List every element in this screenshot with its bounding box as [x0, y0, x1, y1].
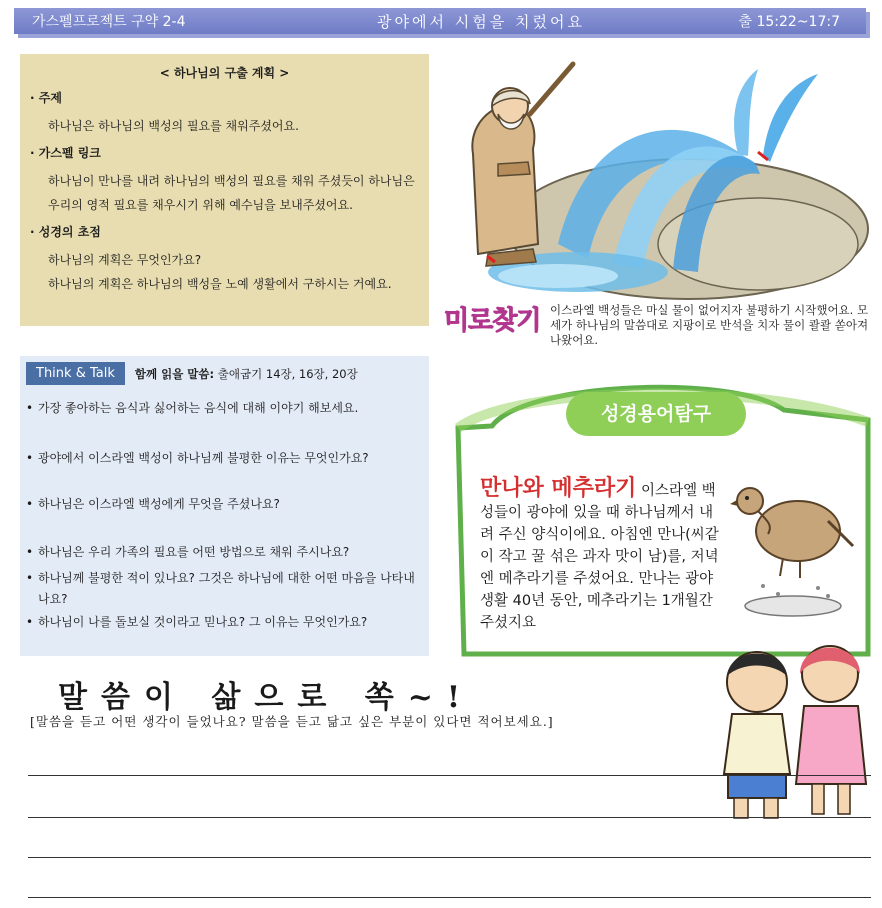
lesson-title: 광야에서 시험을 치렀어요	[377, 12, 585, 31]
question-item: • 하나님께 불평한 적이 있나요? 그것은 하나님에 대한 어떤 마음을 나타내나요?	[26, 568, 424, 610]
read-together-label: 함께 읽을 말씀:	[134, 366, 215, 381]
question-item: • 하나님은 이스라엘 백성에게 무엇을 주셨나요?	[26, 494, 424, 515]
term-body: 이스라엘 백성들이 광야에 있을 때 하나님께서 내려 주신 양식이에요. 아침엔 만나(씨같이 작고 꿀 섞은 과자 맛이 남)를, 저녁엔 메추라기를 주셨어요. 만나는 광야생활 40년 동안, 메추라기는 1개월간 주셨지요	[480, 483, 719, 631]
read-together-text: 출애굽기 14장, 16장, 20장	[214, 366, 358, 381]
rescue-plan-box	[20, 54, 429, 326]
section-heading-theme: · 주제	[30, 91, 62, 105]
term-heading: 만나와 메추라기	[480, 476, 637, 501]
section-heading-gospel-link: · 가스펠 링크	[30, 146, 101, 160]
motto-instruction: [말씀을 듣고 어떤 생각이 들었나요? 말씀을 듣고 닮고 싶은 부분이 있다면 적어보세요.]	[30, 714, 554, 729]
maze-text: 이스라엘 백성들은 마실 물이 없어지자 불평하기 시작했어요. 모세가 하나님의 말씀대로 지팡이로 반석을 치자 물이 콸콸 쏟아져 나왔어요.	[550, 303, 869, 347]
writing-line	[28, 857, 871, 858]
section-body-focus-question: 하나님의 계획은 무엇인가요?	[48, 253, 202, 267]
question-item: • 하나님은 우리 가족의 필요를 어떤 방법으로 채워 주시나요?	[26, 542, 424, 563]
section-heading-focus: · 성경의 초점	[30, 225, 101, 239]
section-body-focus-answer: 하나님의 계획은 하나님의 백성을 노예 생활에서 구하시는 거예요.	[48, 277, 392, 291]
scripture-reference: 출 15:22~17:7	[738, 14, 840, 30]
plan-title: < 하나님의 구출 계획 >	[159, 66, 290, 80]
maze-section	[444, 300, 874, 356]
header-bar	[14, 8, 866, 34]
section-body-theme: 하나님은 하나님의 백성의 필요를 채워주셨어요.	[48, 119, 299, 133]
question-item: • 광야에서 이스라엘 백성이 하나님께 불평한 이유는 무엇인가요?	[26, 448, 424, 469]
term-description	[480, 478, 720, 634]
series-label: 가스펠프로젝트 구약 2-4	[32, 14, 186, 30]
section-body-gospel-link: 하나님이 만나를 내려 하나님의 백성의 필요를 채워 주셨듯이 하나님은 우리의 영적 필요를 채우시기 위해 예수님을 보내주셨어요.	[48, 174, 415, 212]
writing-line	[28, 897, 871, 898]
question-item: • 가장 좋아하는 음식과 싫어하는 음식에 대해 이야기 해보세요.	[26, 398, 424, 419]
praying-children-illustration	[712, 634, 872, 824]
term-title: 성경용어탐구	[566, 392, 746, 436]
quail-illustration	[728, 476, 858, 626]
maze-title: 미로찾기	[444, 306, 541, 336]
think-talk-box	[20, 356, 429, 656]
writing-line	[28, 817, 871, 818]
motto-title: 말씀이 삶으로 쏙~!	[58, 680, 475, 715]
think-talk-tag: Think & Talk	[26, 362, 125, 385]
writing-line	[28, 775, 871, 776]
read-together	[135, 366, 358, 382]
moses-rock-illustration	[438, 44, 872, 300]
question-item: • 하나님이 나를 돌보실 것이라고 믿나요? 그 이유는 무엇인가요?	[26, 612, 424, 633]
